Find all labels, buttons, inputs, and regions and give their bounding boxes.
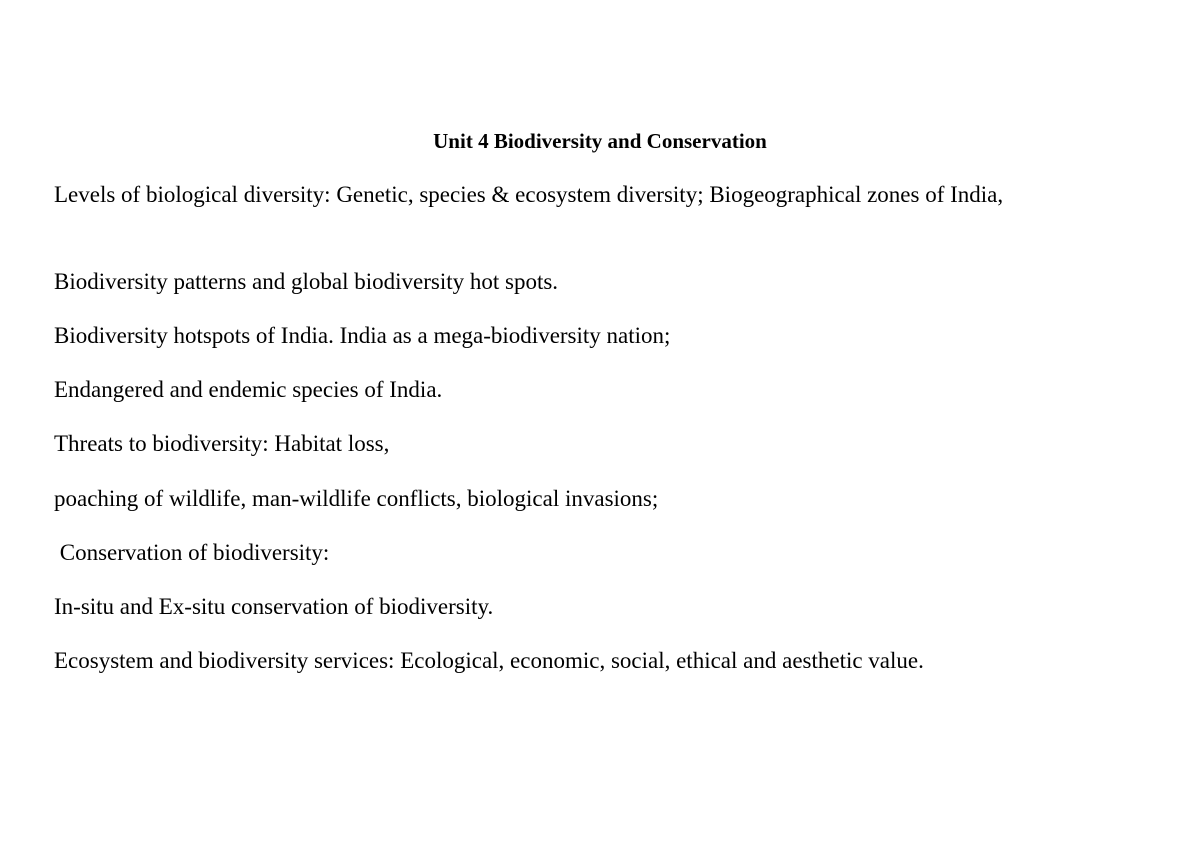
paragraph-endangered-species: Endangered and endemic species of India.: [54, 377, 443, 402]
paragraph-threats: Threats to biodiversity: Habitat loss,: [54, 431, 390, 456]
paragraph-poaching: poaching of wildlife, man-wildlife conflicts, biological invasions;: [54, 486, 659, 511]
paragraph-conservation: Conservation of biodiversity:: [54, 540, 330, 565]
paragraph-hotspots-of-india: Biodiversity hotspots of India. India as a mega-biodiversity nation;: [54, 323, 671, 348]
document-title: Unit 4 Biodiversity and Conservation: [433, 129, 767, 153]
paragraph-in-situ-ex-situ: In-situ and Ex-situ conservation of biodiversity.: [54, 594, 494, 619]
paragraph-ecosystem-services: Ecosystem and biodiversity services: Ecological, economic, social, ethical and aesthetic value.: [54, 648, 924, 673]
paragraph-levels-of-diversity: Levels of biological diversity: Genetic, species & ecosystem diversity; Biogeographical zones of India,: [54, 182, 1004, 207]
paragraph-biodiversity-patterns: Biodiversity patterns and global biodiversity hot spots.: [54, 269, 559, 294]
